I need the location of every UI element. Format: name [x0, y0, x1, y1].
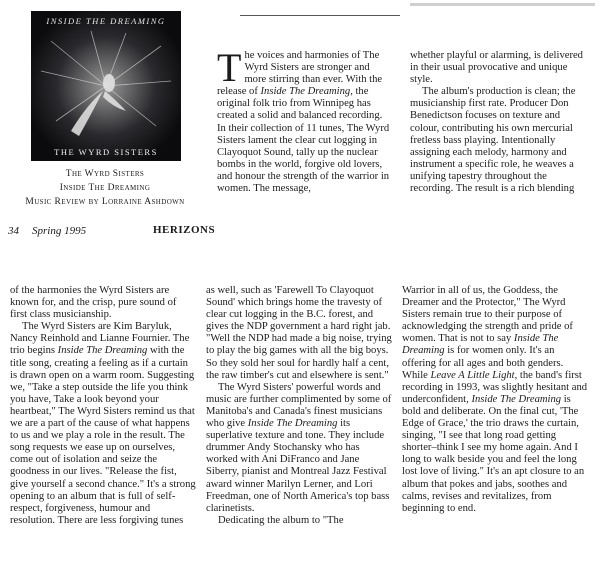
- album-cover: [31, 11, 181, 161]
- caption-artist: The Wyrd Sisters: [65, 169, 145, 179]
- paragraph: The Wyrd Sisters' powerful words and music are further complimented by some of Manitoba's and Canada's finest musicians who give Inside The Dreaming its superlative texture and tone. They include drummer Andy Stochansky who has worked with Ani DiFranco and Jane Siberry, pianist and Montreal Jazz Festival award winner Marilyn Lerner, and Lori Freedman, one of North America's top bass clarinetists.: [206, 381, 392, 514]
- issue-season: Spring 1995: [32, 225, 87, 237]
- bottom-column-2: [206, 285, 392, 527]
- paragraph: Warrior in all of us, the Goddess, the Dreamer and the Protector," The Wyrd Sisters remain true to their purpose of acknowledging the strength and pride of women. That is not to say Inside The Dreaming is for women only. It's an offering for all ages and both genders. While Leave A Little Light, the band's first recording in 1993, was slightly hesitant and underconfident, Inside The Dreaming is bold and deliberate. On the final cut, 'The Edge of Grace,' the trio draws the curtain, singing, "I see that long road getting shorter–think I see my home again. And I long to walk beside you and feel the long lost love of living." It's an apt closure to an album that pokes and jabs, soothes and calms, revises and revitalizes, from beginning to end.: [402, 285, 588, 514]
- paragraph: whether playful or alarming, is delivered in their usual provocative and unique style.: [410, 50, 583, 86]
- paragraph: as well, such as 'Farewell To Clayoquot Sound' which brings home the travesty of clear cut logging in the B.C. forest, and gives the NDP government a hard right jab. "Well the NDP had made a big noise, trying to play the big games with all the big boys. So they sold her soul for hardly half a cent, the raw timber's cut and elsewhere is sent.": [206, 285, 392, 381]
- bleed-through-header: [410, 0, 600, 11]
- paragraph: Dedicating the album to "The: [218, 514, 344, 526]
- review-caption: [20, 167, 190, 209]
- caption-album: Inside The Dreaming: [59, 183, 151, 193]
- bottom-column-1: [10, 285, 196, 527]
- album-art-illustration: [31, 11, 181, 161]
- drop-cap: T: [217, 45, 242, 90]
- album-cover-title: INSIDE THE DREAMING: [46, 16, 166, 26]
- page-number: 34: [8, 225, 19, 237]
- opening-paragraph: The voices and harmonies of The Wyrd Sisters are stronger and more stirring than ever. With the release of Inside The Dreaming, the original folk trio from Winnipeg has created a solid and balanced recording. In their collection of 11 tunes, The Wyrd Sisters lament the clear cut logging in Clayoquot Sound, tally up the nuclear bombs in the world, forgive old lovers, and honour the strength of the warrior in women. The message,: [217, 45, 390, 195]
- bottom-column-3: [402, 285, 590, 515]
- magazine-name: HERIZONS: [153, 224, 216, 236]
- paragraph: The album's production is clean; the musicianship first rate. Producer Don Benedictson focuses on texture and colour, contributing his own mercurial fretless bass playing. Intentionally assigning each melody, harmony and instrument a specific role, he weaves a unifying tapestry throughout the recording. The result is a rich blending: [410, 86, 576, 195]
- paragraph: The Wyrd Sisters are Kim Baryluk, Nancy Reinhold and Lianne Fournier. The trio begins Inside The Dreaming with the title song, creating a feeling as if a curtain is drawn open on a warm room. Suggesting we, "Take a step outside the life you think you have, Take a look beyond your heartbeat," The Wyrd Sisters remind us that we are a part of the cause of what happens to us and we play a role in the result. The song requests we ease up on ourselves, come out of isolation and seize the goodness in our lives. "Release the fist, give yourself a second chance." It's a strong opening to an album that is full of self-respect, forgiveness, humour and resolution. There are less forgiving tunes: [10, 321, 196, 526]
- column-divider-rule: [240, 15, 400, 16]
- caption-byline: Music Review by Lorraine Ashdown: [25, 197, 185, 207]
- top-column-1: [217, 45, 393, 195]
- top-column-2: [410, 50, 590, 195]
- paragraph: of the harmonies the Wyrd Sisters are known for, and the crisp, pure sound of first class musicianship.: [10, 285, 177, 321]
- album-cover-artist: THE WYRD SISTERS: [54, 147, 158, 157]
